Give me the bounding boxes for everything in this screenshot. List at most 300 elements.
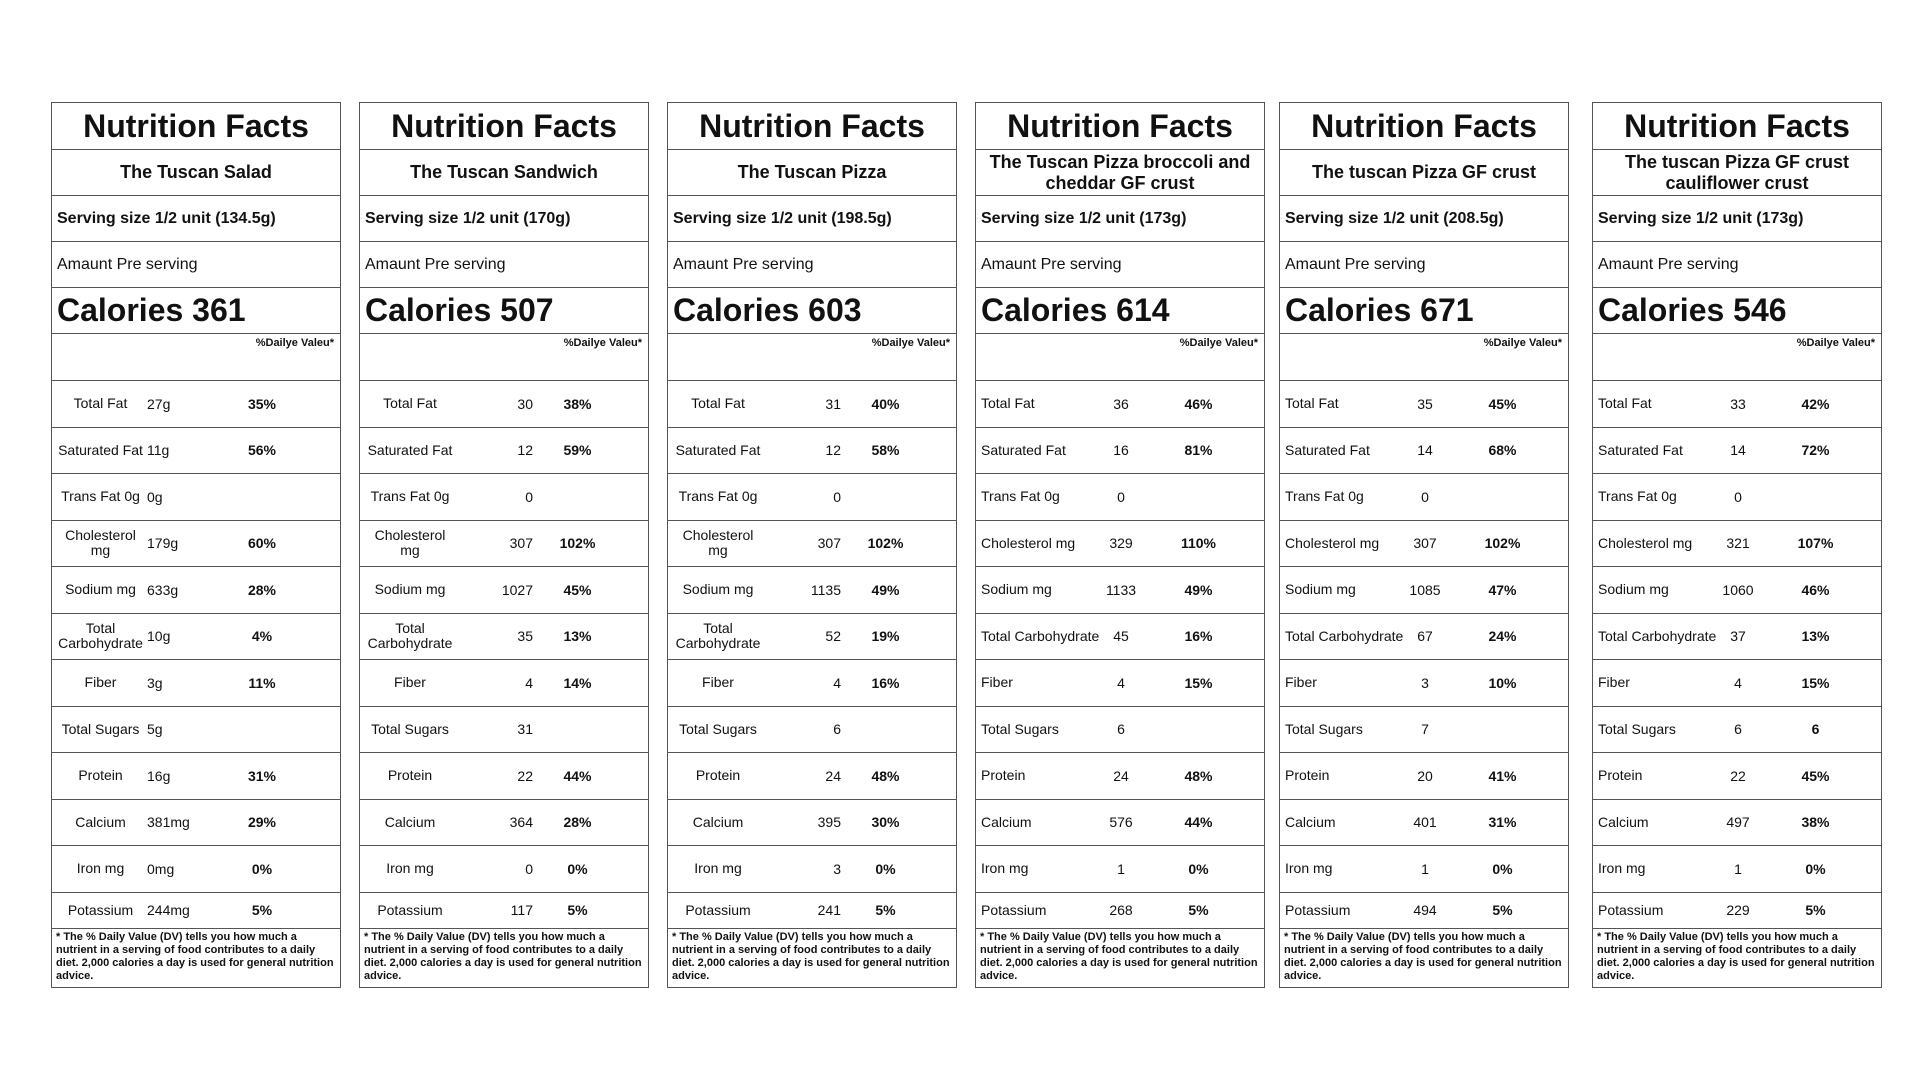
label-title: Nutrition Facts	[1280, 103, 1568, 150]
nutrient-daily-value: 5%	[1188, 902, 1209, 918]
daily-value-header: %Dailye Valeu*	[976, 334, 1264, 381]
nutrient-amount: 401	[1413, 814, 1437, 831]
nutrient-name: Fiber	[1285, 674, 1317, 691]
nutrient-name: Protein	[695, 767, 741, 784]
nutrient-name: Sodium mg	[1285, 581, 1356, 598]
nutrient-row	[976, 381, 1264, 428]
nutrient-row	[52, 567, 340, 614]
nutrient-amount: 1135	[810, 581, 841, 598]
nutrient-name: Iron mg	[1598, 860, 1646, 877]
nutrient-row	[1593, 707, 1881, 754]
nutrient-name: Total Carbohydrate	[58, 620, 143, 652]
nutrient-amount: 20	[1417, 767, 1433, 784]
nutrient-amount: 0	[1421, 488, 1429, 505]
calories: Calories 614	[976, 288, 1264, 334]
nutrient-row	[52, 428, 340, 475]
nutrient-name: Protein	[387, 767, 433, 784]
nutrient-row	[1593, 614, 1881, 661]
nutrient-name: Total Sugars	[981, 720, 1059, 737]
nutrient-name: Fiber	[981, 674, 1013, 691]
nutrient-name: Calcium	[1598, 813, 1649, 830]
nutrient-daily-value: 59%	[563, 442, 592, 459]
nutrient-name: Potassium	[1285, 901, 1351, 918]
nutrient-row	[52, 893, 340, 929]
nutrient-name: Total Sugars	[371, 720, 449, 737]
nutrient-name: Total Sugars	[1598, 720, 1676, 737]
nutrient-name: Cholesterol mg	[65, 527, 136, 559]
nutrient-row	[976, 846, 1264, 893]
amount-per-serving: Amaunt Pre serving	[976, 242, 1264, 288]
nutrient-row	[668, 614, 956, 661]
product-name: The Tuscan Sandwich	[360, 150, 648, 196]
nutrient-amount: 6	[833, 721, 841, 738]
nutrient-daily-value: 107%	[1797, 535, 1834, 552]
nutrient-daily-value: 10%	[1488, 674, 1517, 691]
nutrient-row	[1280, 381, 1568, 428]
nutrient-row	[52, 707, 340, 754]
nutrient-amount: 268	[1109, 902, 1133, 918]
nutrient-amount: 244mg	[147, 902, 190, 918]
nutrient-row	[976, 800, 1264, 847]
nutrient-daily-value: 5%	[251, 902, 273, 918]
nutrient-amount: 307	[509, 535, 533, 552]
nutrient-amount: 0	[1734, 488, 1742, 505]
nutrient-daily-value: 11%	[248, 674, 276, 691]
nutrient-name: Total Carbohydrate	[1285, 627, 1404, 644]
nutrition-label	[359, 102, 649, 988]
nutrient-daily-value: 56%	[247, 442, 277, 459]
nutrient-daily-value: 38%	[563, 395, 592, 412]
nutrient-row	[976, 893, 1264, 929]
nutrient-row	[1280, 893, 1568, 929]
product-name: The Tuscan Pizza broccoli and cheddar GF crust	[976, 150, 1264, 196]
nutrient-name: Total Fat	[73, 395, 128, 412]
nutrient-name: Saturated Fat	[367, 441, 453, 458]
nutrient-daily-value: 15%	[1801, 674, 1830, 691]
nutrient-amount: 4	[1734, 674, 1742, 691]
nutrient-row	[976, 753, 1264, 800]
nutrition-label	[1592, 102, 1882, 988]
nutrient-name: Fiber	[84, 674, 117, 691]
nutrient-amount: 14	[1417, 442, 1433, 459]
nutrient-amount: 576	[1109, 814, 1133, 831]
nutrient-name: Saturated Fat	[1285, 441, 1370, 458]
serving-size: Serving size 1/2 unit (208.5g)	[1280, 196, 1568, 242]
nutrient-name: Cholesterol mg	[374, 527, 446, 559]
nutrient-name: Saturated Fat	[981, 441, 1066, 458]
calories: Calories 507	[360, 288, 648, 334]
nutrient-row	[976, 614, 1264, 661]
nutrient-daily-value: 81%	[1184, 442, 1213, 459]
nutrient-daily-value: 45%	[1488, 395, 1517, 412]
nutrient-daily-value: 49%	[871, 581, 900, 598]
nutrient-name: Calcium	[384, 813, 436, 830]
nutrient-amount: 10g	[147, 628, 171, 645]
nutrient-daily-value: 42%	[1801, 395, 1830, 412]
nutrient-name: Total Fat	[691, 395, 745, 412]
nutrient-daily-value: 28%	[247, 581, 277, 598]
nutrient-daily-value: 48%	[1184, 767, 1213, 784]
nutrient-row	[1280, 753, 1568, 800]
nutrient-amount: 633g	[147, 581, 179, 598]
nutrient-daily-value: 102%	[559, 535, 596, 552]
nutrient-name: Cholesterol mg	[682, 527, 754, 559]
nutrient-name: Trans Fat 0g	[1285, 488, 1364, 505]
daily-value-header: %Dailye Valeu*	[52, 334, 340, 381]
label-title: Nutrition Facts	[1593, 103, 1881, 150]
nutrient-row	[668, 800, 956, 847]
nutrient-row	[1280, 521, 1568, 568]
nutrient-row	[668, 567, 956, 614]
product-name: The Tuscan Pizza	[668, 150, 956, 196]
nutrient-daily-value: 31%	[247, 767, 277, 784]
calories: Calories 603	[668, 288, 956, 334]
nutrient-amount: 307	[817, 535, 841, 552]
product-name: The tuscan Pizza GF crust	[1280, 150, 1568, 196]
nutrient-row	[360, 707, 648, 754]
nutrient-daily-value: 38%	[1801, 814, 1830, 831]
nutrient-amount: 27g	[147, 395, 171, 412]
nutrient-amount: 16g	[147, 767, 171, 784]
serving-size: Serving size 1/2 unit (173g)	[1593, 196, 1881, 242]
nutrient-name: Cholesterol mg	[1285, 534, 1380, 551]
calories: Calories 671	[1280, 288, 1568, 334]
nutrient-amount: 1133	[1105, 581, 1137, 598]
nutrient-name: Iron mg	[76, 860, 125, 877]
nutrient-row	[1280, 428, 1568, 475]
nutrient-daily-value: 0%	[1188, 860, 1209, 877]
nutrient-name: Iron mg	[1285, 860, 1333, 877]
nutrient-amount: 52	[825, 628, 841, 645]
nutrient-name: Iron mg	[981, 860, 1029, 877]
nutrient-name: Total Fat	[1598, 395, 1652, 412]
nutrient-daily-value: 24%	[1488, 628, 1517, 645]
nutrient-row	[360, 846, 648, 893]
nutrient-daily-value: 6	[1811, 721, 1820, 738]
nutrient-daily-value: 0%	[251, 860, 273, 877]
nutrient-daily-value: 5%	[875, 902, 896, 918]
nutrient-row	[360, 428, 648, 475]
nutrient-name: Total Sugars	[679, 720, 757, 737]
nutrient-name: Total Fat	[383, 395, 437, 412]
nutrient-amount: 1	[1734, 860, 1742, 877]
nutrient-amount: 3g	[147, 674, 163, 691]
footnote: * The % Daily Value (DV) tells you how much a nutrient in a serving of food contributes to a daily diet. 2,000 calories a day is used for general nutrition advice.	[364, 930, 642, 982]
nutrient-row	[360, 893, 648, 929]
nutrient-row	[1593, 893, 1881, 929]
nutrient-daily-value: 5%	[1805, 902, 1826, 918]
nutrient-amount: 33	[1730, 395, 1746, 412]
nutrient-amount: 117	[510, 902, 533, 918]
nutrient-name: Fiber	[394, 674, 426, 691]
nutrient-daily-value: 0%	[1805, 860, 1826, 877]
nutrient-amount: 1	[1421, 860, 1429, 877]
nutrient-row	[976, 428, 1264, 475]
nutrient-row	[668, 428, 956, 475]
footnote: * The % Daily Value (DV) tells you how much a nutrient in a serving of food contributes to a daily diet. 2,000 calories a day is used for general nutrition advice.	[56, 930, 334, 982]
nutrient-daily-value: 4%	[251, 628, 273, 645]
nutrient-name: Fiber	[1598, 674, 1630, 691]
nutrient-amount: 24	[1113, 767, 1129, 784]
nutrient-row	[668, 474, 956, 521]
nutrient-row	[1593, 474, 1881, 521]
nutrient-daily-value: 16%	[871, 674, 900, 691]
nutrient-row	[360, 660, 648, 707]
nutrient-name: Potassium	[377, 901, 443, 918]
nutrient-daily-value: 60%	[247, 535, 277, 552]
nutrient-amount: 16	[1113, 442, 1129, 459]
nutrient-amount: 0g	[147, 488, 163, 505]
nutrient-daily-value: 29%	[247, 814, 277, 831]
nutrient-name: Total Carbohydrate	[981, 627, 1100, 644]
nutrient-amount: 35	[1417, 395, 1433, 412]
nutrient-name: Sodium mg	[981, 581, 1052, 598]
nutrient-row	[976, 660, 1264, 707]
nutrient-row	[52, 846, 340, 893]
nutrient-amount: 4	[525, 674, 533, 691]
calories: Calories 361	[52, 288, 340, 334]
nutrient-row	[976, 474, 1264, 521]
nutrient-name: Protein	[1285, 767, 1330, 784]
nutrient-daily-value: 0%	[875, 860, 896, 877]
daily-value-header: %Dailye Valeu*	[1280, 334, 1568, 381]
footnote: * The % Daily Value (DV) tells you how much a nutrient in a serving of food contributes to a daily diet. 2,000 calories a day is used for general nutrition advice.	[980, 930, 1258, 982]
nutrient-row	[668, 893, 956, 929]
nutrient-amount: 12	[825, 442, 841, 459]
nutrient-row	[668, 660, 956, 707]
nutrient-daily-value: 44%	[1184, 814, 1213, 831]
nutrient-row	[1593, 521, 1881, 568]
nutrient-row	[1280, 660, 1568, 707]
nutrient-row	[976, 521, 1264, 568]
daily-value-header: %Dailye Valeu*	[1593, 334, 1881, 381]
nutrient-name: Potassium	[981, 901, 1047, 918]
nutrient-row	[1280, 846, 1568, 893]
nutrient-name: Total Carbohydrate	[1598, 627, 1717, 644]
nutrient-amount: 6	[1117, 721, 1125, 738]
product-name: The Tuscan Salad	[52, 150, 340, 196]
nutrient-daily-value: 68%	[1488, 442, 1517, 459]
nutrient-amount: 22	[517, 767, 533, 784]
nutrient-name: Cholesterol mg	[1598, 534, 1693, 551]
nutrient-amount: 329	[1109, 535, 1133, 552]
nutrient-row	[1593, 800, 1881, 847]
nutrient-row	[360, 381, 648, 428]
nutrient-daily-value: 110%	[1180, 535, 1217, 552]
nutrition-label	[975, 102, 1265, 988]
nutrient-name: Calcium	[981, 813, 1032, 830]
nutrient-row	[976, 567, 1264, 614]
nutrient-name: Total Carbohydrate	[675, 620, 761, 652]
nutrient-amount: 24	[825, 767, 841, 784]
nutrient-amount: 4	[833, 674, 841, 691]
nutrient-amount: 67	[1417, 628, 1433, 645]
nutrient-name: Total Sugars	[1285, 720, 1363, 737]
nutrient-row	[1280, 474, 1568, 521]
amount-per-serving: Amaunt Pre serving	[668, 242, 956, 288]
nutrient-amount: 0mg	[147, 860, 175, 877]
nutrient-amount: 3	[833, 860, 841, 877]
nutrient-daily-value: 30%	[871, 814, 900, 831]
nutrient-name: Total Fat	[981, 395, 1035, 412]
nutrient-amount: 0	[525, 488, 533, 505]
label-title: Nutrition Facts	[52, 103, 340, 150]
nutrition-label	[51, 102, 341, 988]
nutrient-row	[52, 800, 340, 847]
nutrient-row	[1280, 800, 1568, 847]
nutrient-row	[1593, 381, 1881, 428]
nutrient-amount: 0	[833, 488, 841, 505]
nutrient-name: Cholesterol mg	[981, 534, 1076, 551]
nutrient-daily-value: 35%	[247, 395, 277, 412]
nutrient-daily-value: 31%	[1488, 814, 1517, 831]
nutrient-row	[668, 707, 956, 754]
nutrient-row	[52, 521, 340, 568]
daily-value-header: %Dailye Valeu*	[668, 334, 956, 381]
nutrient-name: Potassium	[685, 901, 751, 918]
nutrient-daily-value: 5%	[567, 902, 588, 918]
amount-per-serving: Amaunt Pre serving	[360, 242, 648, 288]
nutrient-daily-value: 14%	[563, 674, 592, 691]
nutrient-daily-value: 102%	[867, 535, 904, 552]
nutrient-amount: 381mg	[147, 814, 190, 831]
nutrient-row	[360, 753, 648, 800]
nutrient-name: Trans Fat 0g	[61, 488, 140, 505]
nutrient-name: Calcium	[692, 813, 744, 830]
nutrient-daily-value: 45%	[1801, 767, 1830, 784]
nutrient-amount: 1060	[1722, 581, 1754, 598]
nutrient-daily-value: 58%	[871, 442, 900, 459]
serving-size: Serving size 1/2 unit (134.5g)	[52, 196, 340, 242]
nutrient-name: Calcium	[75, 813, 126, 830]
nutrient-daily-value: 0%	[567, 860, 588, 877]
nutrient-row	[360, 474, 648, 521]
nutrient-row	[1593, 567, 1881, 614]
nutrient-name: Sodium mg	[65, 581, 136, 598]
nutrient-daily-value: 13%	[563, 628, 592, 645]
calories: Calories 546	[1593, 288, 1881, 334]
label-title: Nutrition Facts	[668, 103, 956, 150]
nutrient-row	[1593, 753, 1881, 800]
nutrient-daily-value: 44%	[563, 767, 592, 784]
nutrient-daily-value: 28%	[563, 814, 592, 831]
nutrient-name: Protein	[1598, 767, 1643, 784]
nutrient-name: Sodium mg	[374, 581, 446, 598]
nutrient-amount: 494	[1413, 902, 1437, 918]
nutrient-name: Saturated Fat	[1598, 441, 1683, 458]
nutrient-row	[52, 614, 340, 661]
nutrient-name: Trans Fat 0g	[981, 488, 1060, 505]
nutrient-amount: 36	[1113, 395, 1129, 412]
amount-per-serving: Amaunt Pre serving	[1593, 242, 1881, 288]
nutrient-name: Potassium	[1598, 901, 1664, 918]
nutrient-amount: 31	[825, 395, 841, 412]
nutrient-amount: 35	[517, 628, 533, 645]
nutrient-daily-value: 46%	[1801, 581, 1830, 598]
nutrient-amount: 37	[1730, 628, 1746, 645]
nutrient-row	[1593, 428, 1881, 475]
nutrient-name: Fiber	[702, 674, 734, 691]
nutrient-amount: 229	[1726, 902, 1750, 918]
nutrient-amount: 11g	[147, 442, 170, 459]
nutrient-row	[52, 381, 340, 428]
nutrient-daily-value: 16%	[1184, 628, 1213, 645]
nutrient-daily-value: 45%	[563, 581, 592, 598]
nutrient-amount: 179g	[147, 535, 179, 552]
nutrient-daily-value: 49%	[1184, 581, 1213, 598]
serving-size: Serving size 1/2 unit (173g)	[976, 196, 1264, 242]
footnote: * The % Daily Value (DV) tells you how much a nutrient in a serving of food contributes to a daily diet. 2,000 calories a day is used for general nutrition advice.	[672, 930, 950, 982]
nutrient-amount: 307	[1413, 535, 1437, 552]
nutrient-amount: 241	[817, 902, 841, 918]
nutrient-name: Total Carbohydrate	[367, 620, 453, 652]
nutrient-amount: 321	[1726, 535, 1750, 552]
nutrient-name: Trans Fat 0g	[1598, 488, 1677, 505]
nutrient-row	[52, 753, 340, 800]
nutrient-amount: 0	[1117, 488, 1125, 505]
nutrient-name: Total Fat	[1285, 395, 1339, 412]
nutrient-name: Protein	[981, 767, 1026, 784]
nutrient-amount: 0	[525, 860, 533, 877]
nutrition-label	[1279, 102, 1569, 988]
nutrient-amount: 4	[1117, 674, 1125, 691]
nutrient-amount: 6	[1734, 721, 1742, 738]
nutrient-row	[1593, 660, 1881, 707]
nutrient-amount: 497	[1726, 814, 1750, 831]
nutrient-daily-value: 46%	[1184, 395, 1213, 412]
product-name: The tuscan Pizza GF crust cauliflower crust	[1593, 150, 1881, 196]
nutrient-name: Sodium mg	[682, 581, 754, 598]
label-title: Nutrition Facts	[976, 103, 1264, 150]
nutrient-amount: 30	[517, 395, 533, 412]
nutrient-daily-value: 48%	[871, 767, 900, 784]
nutrient-amount: 12	[517, 442, 533, 459]
nutrient-row	[668, 846, 956, 893]
nutrient-daily-value: 47%	[1488, 581, 1517, 598]
serving-size: Serving size 1/2 unit (198.5g)	[668, 196, 956, 242]
footnote: * The % Daily Value (DV) tells you how much a nutrient in a serving of food contributes to a daily diet. 2,000 calories a day is used for general nutrition advice.	[1284, 930, 1562, 982]
daily-value-header: %Dailye Valeu*	[360, 334, 648, 381]
nutrient-row	[360, 800, 648, 847]
nutrient-row	[668, 381, 956, 428]
label-title: Nutrition Facts	[360, 103, 648, 150]
nutrient-daily-value: 15%	[1184, 674, 1213, 691]
nutrient-name: Potassium	[67, 901, 134, 918]
nutrient-amount: 31	[517, 721, 533, 738]
nutrient-daily-value: 41%	[1488, 767, 1517, 784]
serving-size: Serving size 1/2 unit (170g)	[360, 196, 648, 242]
nutrient-row	[1593, 846, 1881, 893]
nutrient-daily-value: 13%	[1801, 628, 1830, 645]
footnote: * The % Daily Value (DV) tells you how much a nutrient in a serving of food contributes to a daily diet. 2,000 calories a day is used for general nutrition advice.	[1597, 930, 1875, 982]
nutrient-row	[1280, 707, 1568, 754]
amount-per-serving: Amaunt Pre serving	[52, 242, 340, 288]
nutrient-amount: 1085	[1409, 581, 1441, 598]
nutrient-row	[360, 567, 648, 614]
nutrient-row	[668, 521, 956, 568]
nutrient-name: Iron mg	[694, 860, 742, 877]
nutrient-row	[1280, 567, 1568, 614]
nutrient-name: Saturated Fat	[58, 441, 143, 458]
nutrient-amount: 5g	[147, 721, 163, 738]
nutrient-amount: 1	[1117, 860, 1125, 877]
nutrient-name: Protein	[78, 767, 123, 784]
nutrient-name: Sodium mg	[1598, 581, 1669, 598]
nutrient-name: Trans Fat 0g	[370, 488, 450, 505]
nutrient-daily-value: 0%	[1492, 860, 1513, 877]
nutrient-daily-value: 102%	[1484, 535, 1521, 552]
nutrient-daily-value: 40%	[871, 395, 900, 412]
